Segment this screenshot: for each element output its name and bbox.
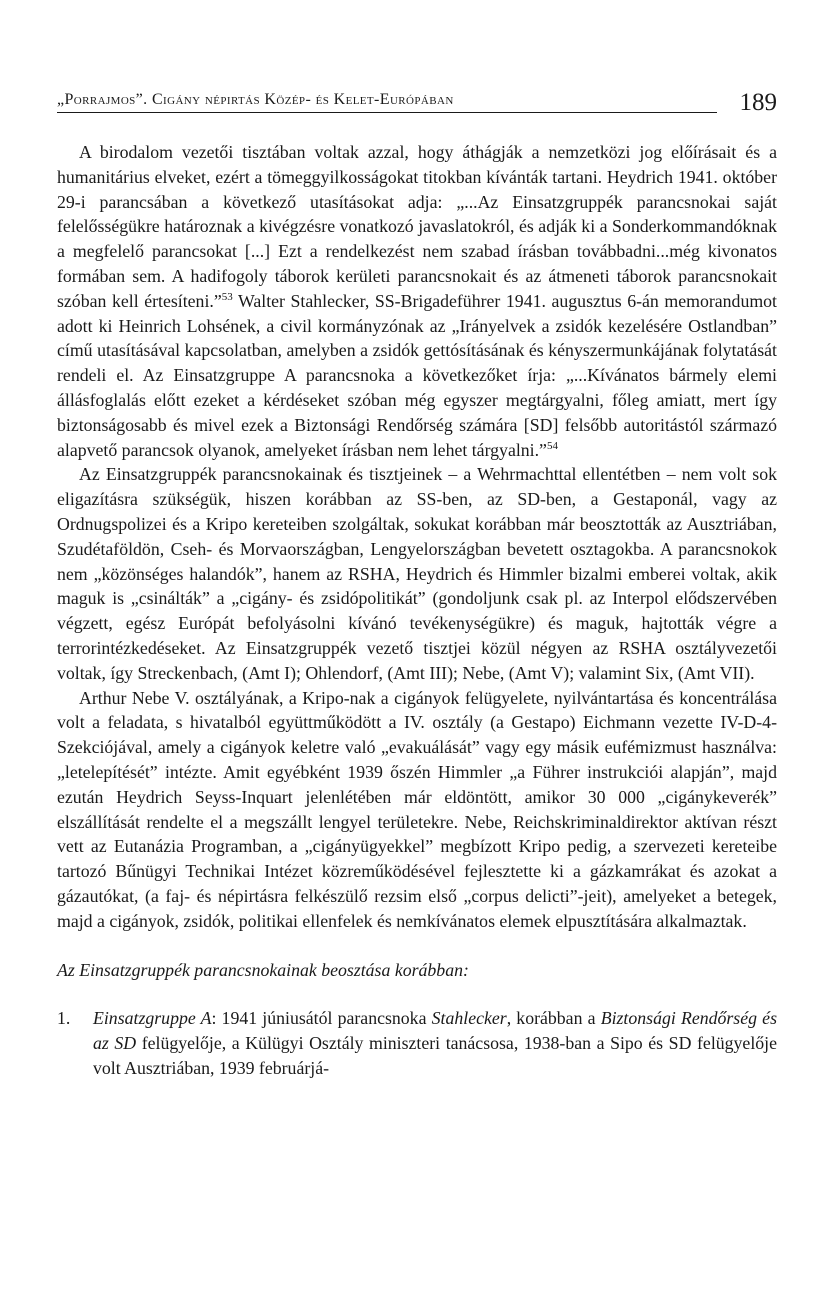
paragraph: Az Einsatzgruppék parancsnokainak és tisztjeinek – a Wehrmachttal ellentétben – nem volt sok eligazításra szükségük, hiszen korábban az SS-ben, az SD-ben, a Gestaponál, vagy az Ordnugspolizei és a Kripo kereteiben szolgáltak, sokukat korábban már beosztották az Ausztriában, Szudétaföldön, Cseh- és Morvaországban, Lengyelországban bevetett osztagokba. A parancsnokok nem „közönséges halandók”, hanem az RSHA, Heydrich és Himmler bizalmi emberei voltak, akik maguk is „csinálták” a „cigány- és zsidópolitikát” (gondoljunk csak pl. az Interpol elődszervében végzett, egész Európát befolyásolni kívánó tevékenységükre) és maguk, hajtották végre a terrorintézkedéseket. Az Einsatzgruppék vezető tisztjei közül négyen az RSHA osztályvezetői voltak, így Streckenbach, (Amt I); Ohlendorf, (Amt III); Nebe, (Amt V); valamint Six, (Amt VII). <box>57 464 777 683</box>
footnote-ref: 53 <box>221 290 233 303</box>
paragraph: Arthur Nebe V. osztályának, a Kripo-nak a cigányok felügyelete, nyilvántartása és koncentrálása volt a feladata, s hivatalból együttműködött a IV. osztály (a Gestapo) Eichmann vezette IV-D-4-Szekciójával, amely a cigányok keletre való „evakuálását” vagy egy másik eufémizmust használva: „letelepítését” intézte. Amit egyébként 1939 őszén Himmler „a Führer instrukciói alapján”, majd ezután Heydrich Seyss-Inquart jelenlétében már eldöntött, amikor 30 000 „cigánykeverék” elszállítását rendelte el a megszállt lengyel területekre. Nebe, Reichskriminaldirektor aktívan részt vett az Eutanázia Programban, a „cigányügyekkel” megbízott Kripo pedig, a szervezeti kereteibe tartozó Bűnügyi Technikai Intézet közreműködésével fejlesztette ki a gázkamrákat és azokat a gázautókat, (a faj- és népirtásra felkészülő rezsim első „corpus delicti”-jeit), amelyeket a betegek, majd a cigányok, zsidók, politikai ellenfelek és nemkívánatos elemek elpusztítására alkalmaztak. <box>57 687 777 931</box>
list-text-part: , korábban a <box>506 1008 601 1029</box>
group-name: Einsatzgruppe A <box>93 1008 212 1029</box>
list-text-part: : 1941 júniusától parancsnoka <box>211 1008 432 1029</box>
organization-name: Biztonsági Rendőrség és az SD <box>93 1008 777 1054</box>
page-body <box>57 140 777 1081</box>
page-header <box>57 85 777 119</box>
page-number: 189 <box>739 89 777 116</box>
running-head: „Porrajmos”. Cigány népirtás Közép- és Kelet-Európában <box>57 91 454 108</box>
header-rule <box>57 112 717 113</box>
paragraph <box>57 140 777 462</box>
list-item <box>57 1006 777 1080</box>
section-heading: Az Einsatzgruppék parancsnokainak beosztása korábban: <box>57 959 469 980</box>
person-name: Stahlecker <box>431 1008 507 1029</box>
footnote-ref: 54 <box>546 439 558 452</box>
list-text <box>93 1006 777 1080</box>
paragraph-text: Walter Stahlecker, SS-Brigadeführer 1941. augusztus 6-án memorandumot adott ki Heinrich Lohsének, a civil kormányzónak az „Irányelvek a zsidók kezelésére Ostlandban” című utasításával kapcsolatban, amelyben a zsidók gettósításának és kényszermunkájának folytatását rendeli el. Az Einsatzgruppe A parancsnoka a következőket írja: „...Kívánatos bármely elemi állásfoglalás előtt ezeket a kérdéseket szóban még egyszer megtárgyalni, főleg amiatt, mert így biztonságosabb és mivel ezek a Biztonsági Rendőrség számára [SD] felsőbb autoritástól származó alapvető parancsok olyanok, amelyeket írásban nem lehet tárgyalni.” <box>57 290 778 460</box>
list-number: 1. <box>57 1008 71 1029</box>
list-text-part: felügyelője, a Külügyi Osztály miniszteri tanácsosa, 1938-ban a Sipo és SD felügyelője volt Ausztriában, 1939 februárjá- <box>93 1033 777 1078</box>
paragraph-text: A birodalom vezetői tisztában voltak azzal, hogy áthágják a nemzetközi jog előírásait és a humanitárius elveket, ezért a tömeggyilkosságokat titokban kívánták tartani. Heydrich 1941. október 29-i parancsában a következő utasításokat adja: „...Az Einsatzgruppék parancsnokai saját felelősségükre határoznak a kivégzésre vonatkozó javaslatokról, és adják ki a Sonderkommandóknak a megfelelő parancsokat [...] Ezt a rendelkezést nem szabad írásban továbbadni...még kivonatos formában sem. A hadifogoly táborok kerületi parancsnokait és az átmeneti táborok parancsnokait szóban kell értesíteni.” <box>57 142 777 311</box>
